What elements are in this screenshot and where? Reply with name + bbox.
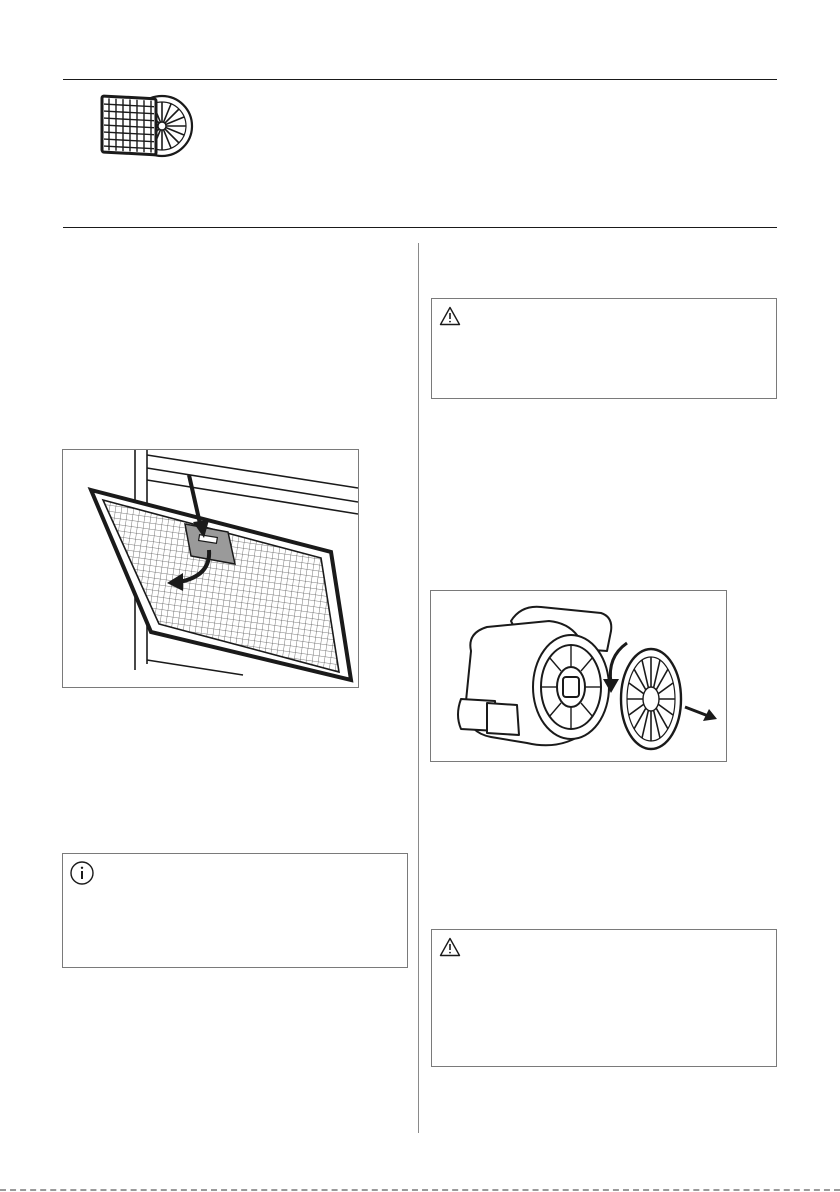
warning-box-bottom <box>431 929 777 1067</box>
info-box <box>62 853 408 968</box>
header-top-rule <box>63 79 777 80</box>
header-bottom-rule <box>63 227 777 228</box>
info-icon <box>69 860 95 886</box>
warning-box-top <box>431 298 777 399</box>
warning-icon <box>439 306 461 326</box>
grease-filter-illustration <box>62 449 359 688</box>
column-divider <box>418 243 419 1133</box>
grease-and-charcoal-filter-icon <box>96 86 202 172</box>
warning-icon <box>439 937 461 957</box>
page-bottom-edge <box>0 1189 840 1191</box>
charcoal-filter-illustration <box>430 590 727 762</box>
